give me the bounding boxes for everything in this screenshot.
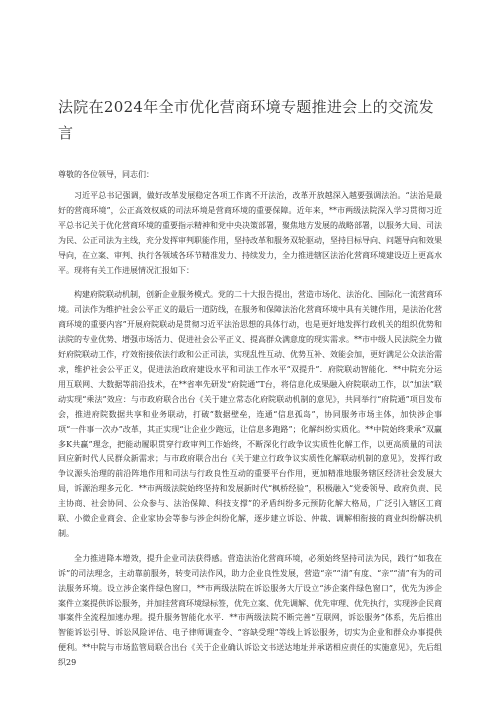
paragraph-court-government-linkage: 构建府院联动机制，创新企业服务模式。党的二十大报告提出，营造市场化、法治化、国际化一流营商环境。司法作为维护社会公平正义的最后一道防线，在服务和保障法治化营商环境中具有关键作用，是法治化营商环境的重要内容”开展府院联动是贯彻习近平法治思想的具体行动，也是更好地发挥行政机关的组织优势和法院的专业优势、增强市场活力、促进社会公平正义、提高群众满意度的现实需求。**市中级人民法院全力做好府院联动工作，疗效衔接依法行政和公正司法，实现乱性互动、优势互补、效能会加，更好满足公众法治需求，维护社会公平正义，促进法治政府建设水平和司法工作水平“双提升”．府院联动智能化．**中院充分运用互联网、大数据等前沿技术，在**省率先研发“府院通”T台，将信息化成果融入府院联动工作，以“加法”联动实现“乘法”效应：与市政府联合出台《关于建立常态化府院联动机制的意见》，共同举行“府院通”项目发布会，推进府院数据共享和业务联动，打破“数据壁垒，连通“信息孤岛”，协同服务市场主体，加快涉企事项“一件事一次办”改革，其正实现“让企业少跑远，让信息多跑路”；化解纠纷实质化。**中院始终秉承“双赢多K共赢”理念，把能动履职贯穿行政审判工作始终，不断深化行政争议实质性化解工作，以更高质量的司法回应新时代人民群众新需求；与市政府联合出台《关于建立行政争议实质性化解联动机制的意见》，发挥行政争议源头治理的前沿阵地作用和司法与行政良性互动的重要平台作用，更加精准地服务辖区经济社会发展大局，诉源治理多元化．**市两级法院始终坚持和发展新时代“枫桥经验”，积极融入“党委领导、政府负责、民主协商、社会协同、公众参与、法治保障、科技支撑”的矛盾纠纷多元预防化解大格局，广泛引入辖区工商联、小微企业商会、企业家协会等参与涉企纠纷化解，逐步建立诉讼、仲裁、调解相衔接的商业纠纷解决机制。	[58, 290, 442, 538]
document-title: 法院在2024年全市优化营商环境专题推进会上的交流发言	[58, 98, 434, 142]
paragraph-cost-reduction: 全力推进降本增效，提升企业司法获得感。营造法治化营商环境，必须始终坚持司法为民，践行“如我在诉”的司法理念，主动靠前服务，转变司法作风，助力企业良性发展，营造“亲”“清”有度、“亲”“清”有为的司法服务环境。设立涉企案件绿色窗口，**市两级法院在诉讼服务大厅设立“涉企案件绿色窗口”，优先为涉企案件立案提供诉讼服务，并加挂营商环境绿标签，优先立案、优先调解、优先审理、优先执行，实现涉企民商事案件全流程加速办理。提升服务智能化水平．**市两级法院不断完善“互联网，诉讼服务”体系，先后推出智能诉讼引导、诉讼风险评估、电子律师调查令、“容缺受理”等线上诉讼服务，切实为企业和群众办事提供便利。**中院与市场监管局联合出台《关于企业确认诉讼文书送达地址并承诺相应责任的实施意见》，先后组织29	[58, 553, 442, 668]
paragraph-intro: 习近平总书记强调，做好改革发展稳定各项工作离不开法治，改革开放越深入越要强调法治。“法治是最好的营商环境”，公正高效权威的司法环境是营商环境的重要保障。近年来，**市两级法院深入学习贯彻习近平总书记关于优化营商环境的重要指示精神和党中央决策部署，聚焦地方发展的战略部署，以服务大局、司法为民、公正司法为主线，充分发挥审判职能作用，坚持改革和服务双轮驱动，坚持目标导向、问题导向和效果导向，在立案、审判、执行各领域各环节精准发力、持续发力，全力推进辖区法治化营商环境建设迈上更高水平。现将有关工作进展情况汇报如下：	[58, 191, 442, 275]
salutation: 尊敬的各位领导，同志们：	[58, 170, 154, 179]
